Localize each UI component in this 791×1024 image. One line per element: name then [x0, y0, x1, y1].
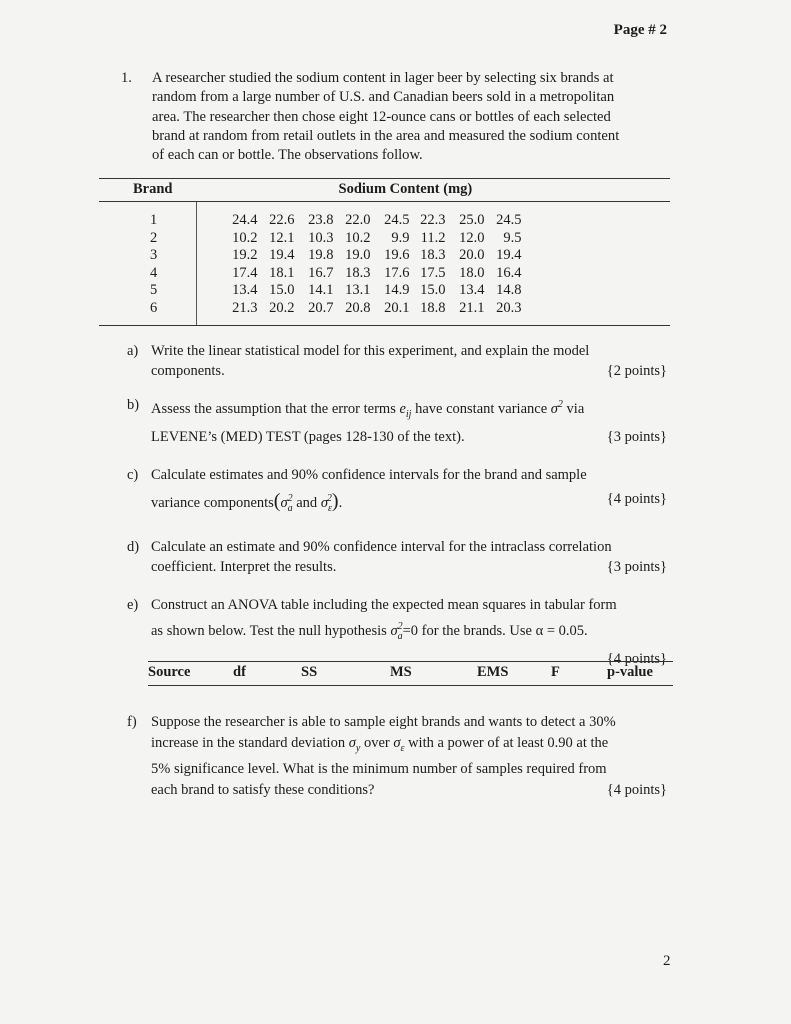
table-row [99, 247, 670, 265]
brand-variance-symbol: $\sigma_a^2$ [390, 621, 403, 643]
sodium-value-cell: 17.6 [384, 264, 410, 281]
part-label: e) [127, 597, 139, 614]
sodium-value-cell: 20.0 [459, 247, 485, 263]
sodium-value-cell: 11.2 [420, 229, 446, 246]
sodium-value-cell: 20.7 [295, 300, 334, 326]
paren: ( [273, 489, 281, 512]
sodium-value-cell: 19.0 [345, 247, 371, 263]
part-text: Calculate an estimate and 90% confidence interval for the intraclass correlation [151, 539, 612, 556]
brand-column-header: Brand [99, 179, 197, 202]
sodium-value-cell: 24.5 [496, 212, 522, 228]
sd-error-symbol: $\sigma_\varepsilon$ [393, 735, 405, 754]
sodium-value-cell: 19.6 [384, 247, 410, 263]
sodium-value-cell: 17.5 [420, 264, 446, 281]
table-filler [522, 247, 671, 265]
part-a [127, 342, 667, 381]
sodium-data-table [99, 178, 670, 326]
anova-header-ems: EMS [477, 662, 551, 686]
sodium-value-cell: 13.4 [232, 282, 258, 298]
sodium-value-cell: 18.0 [459, 264, 485, 281]
part-text: increase in the standard deviation [151, 735, 346, 751]
question-number: 1. [121, 70, 132, 86]
part-text: 5% significance level. What is the minimum number of samples required from [151, 760, 607, 777]
sodium-value-cell: 15.0 [420, 282, 446, 298]
sodium-value-cell: 21.1 [446, 300, 485, 326]
brand-cell: 4 [99, 265, 197, 283]
sodium-value-cell: 18.3 [345, 264, 371, 281]
part-text: Construct an ANOVA table including the expected mean squares in tabular form [151, 597, 617, 614]
brand-cell: 5 [99, 282, 197, 300]
sodium-value-cell: 20.3 [485, 300, 522, 326]
sodium-value-cell: 20.2 [258, 300, 295, 326]
points-label: {3 points} [606, 558, 667, 575]
sodium-value-cell: 18.1 [269, 264, 295, 281]
table-filler [522, 265, 671, 283]
part-b [127, 394, 667, 448]
part-text: Calculate estimates and 90% confidence intervals for the brand and sample [151, 466, 587, 483]
table-row [99, 202, 670, 230]
anova-header-ss: SS [301, 662, 390, 686]
intro-line: of each can or bottle. The observations follow. [152, 147, 423, 164]
sodium-value-cell: 19.8 [308, 247, 334, 263]
table-filler [522, 282, 671, 300]
part-label: f) [127, 714, 137, 730]
part-f [127, 712, 667, 801]
part-label: b) [127, 397, 140, 413]
part-c [127, 463, 667, 521]
sodium-value-cell: 19.2 [232, 247, 258, 263]
part-text: and [296, 494, 318, 511]
sodium-value-cell: 20.1 [371, 300, 410, 326]
sodium-value-cell: 16.4 [496, 264, 522, 281]
sodium-value-cell: 17.4 [232, 264, 258, 281]
sodium-value-cell: 14.8 [496, 282, 522, 298]
question-parts [127, 342, 667, 670]
table-filler [522, 230, 671, 248]
points-label: {4 points} [606, 651, 667, 668]
part-text: Assess the assumption that the error terms [151, 400, 396, 417]
anova-header-p-value: p-value [607, 662, 673, 686]
brand-variance-symbol: $\sigma_a^2$ [280, 492, 293, 514]
table-filler [522, 300, 671, 326]
paren: ) [331, 489, 339, 512]
sodium-column-header: Sodium Content (mg) [197, 179, 671, 202]
part-text: as shown below. Test the null hypothesis [151, 623, 387, 640]
part-text: LEVENE’s (MED) TEST (pages 128-130 of the text). [151, 428, 465, 445]
period: . [338, 494, 343, 511]
sodium-value-cell: 19.4 [269, 247, 295, 263]
points-label: {2 points} [606, 362, 667, 379]
sodium-value-cell: 16.7 [308, 264, 334, 281]
page-label: Page # 2 [613, 22, 667, 38]
part-text: components. [151, 362, 225, 379]
sodium-value-cell: 23.8 [308, 212, 334, 228]
part-label: a) [127, 343, 139, 359]
part-text: have constant variance [415, 400, 548, 417]
intro-line: area. The researcher then chose eight 12-ounce cans or bottles of each selected [152, 108, 611, 125]
sodium-value-cell: 14.9 [384, 282, 410, 298]
part-text: with a power of at least 0.90 at the [408, 735, 609, 751]
part-text: variance components [151, 494, 274, 511]
equals-zero: =0 [402, 623, 419, 640]
sodium-value-cell: 15.0 [269, 282, 295, 298]
sodium-value-cell: 14.1 [308, 282, 334, 298]
table-filler [522, 202, 671, 230]
part-label: d) [127, 539, 140, 556]
part-text: for the brands. Use α = 0.05. [421, 623, 588, 640]
sodium-value-cell: 13.4 [459, 282, 485, 298]
anova-header-f: F [551, 662, 607, 686]
points-label: {3 points} [606, 428, 667, 445]
sodium-value-cell: 10.3 [308, 229, 334, 246]
sodium-value-cell: 9.9 [391, 229, 410, 246]
sodium-value-cell: 22.0 [345, 212, 371, 228]
table-row [99, 265, 670, 283]
sodium-value-cell: 24.4 [232, 212, 258, 228]
sodium-value-cell: 20.8 [334, 300, 371, 326]
part-text: Write the linear statistical model for this experiment, and explain the model [151, 343, 590, 359]
sodium-value-cell: 22.6 [269, 212, 295, 228]
sodium-value-cell: 25.0 [459, 212, 485, 228]
sodium-value-cell: 10.2 [232, 229, 258, 246]
part-text: via [566, 400, 585, 417]
sodium-value-cell: 12.0 [459, 229, 485, 246]
error-term-symbol: $e_{ij}$ [399, 400, 412, 420]
question-text [152, 69, 663, 165]
sodium-value-cell: 9.5 [503, 229, 522, 246]
brand-cell: 1 [99, 202, 197, 230]
sodium-value-cell: 21.3 [197, 300, 258, 326]
part-text: Suppose the researcher is able to sample eight brands and wants to detect a 30% [151, 714, 616, 730]
sd-y-symbol: $\sigma_y$ [348, 735, 361, 754]
sodium-value-cell: 19.4 [496, 247, 522, 263]
sodium-value-cell: 24.5 [384, 212, 410, 228]
anova-table [148, 661, 673, 686]
sodium-value-cell: 10.2 [345, 229, 371, 246]
variance-symbol: $\sigma^2$ [550, 399, 563, 417]
points-label: {4 points} [606, 490, 667, 507]
sodium-value-cell: 18.3 [420, 247, 446, 263]
part-d [127, 538, 667, 577]
table-row [99, 230, 670, 248]
brand-cell: 3 [99, 247, 197, 265]
sodium-value-cell: 13.1 [345, 282, 371, 298]
anova-header-df: df [233, 662, 301, 686]
points-label: {4 points} [606, 781, 667, 798]
sodium-value-cell: 12.1 [269, 229, 295, 246]
question-part-f [127, 712, 667, 801]
sodium-value-cell: 18.8 [410, 300, 446, 326]
part-text: over [363, 735, 390, 751]
sodium-value-cell: 22.3 [420, 212, 446, 228]
page-number: 2 [663, 953, 671, 969]
anova-header-ms: MS [390, 662, 477, 686]
intro-line: random from a large number of U.S. and Canadian beers sold in a metropolitan [152, 89, 615, 106]
part-label: c) [127, 466, 139, 483]
part-text: coefficient. Interpret the results. [151, 558, 337, 575]
table-row [99, 282, 670, 300]
part-text: each brand to satisfy these conditions? [151, 781, 375, 798]
anova-header-source: Source [148, 662, 233, 686]
intro-line: brand at random from retail outlets in the area and measured the sodium content [152, 127, 620, 144]
table-row [99, 300, 670, 326]
question-intro [123, 69, 663, 165]
brand-cell: 2 [99, 230, 197, 248]
intro-line: A researcher studied the sodium content in lager beer by selecting six brands at [152, 70, 614, 86]
brand-cell: 6 [99, 300, 197, 326]
part-e [127, 594, 667, 670]
error-variance-symbol: $\sigma_\varepsilon^2$ [320, 492, 332, 514]
